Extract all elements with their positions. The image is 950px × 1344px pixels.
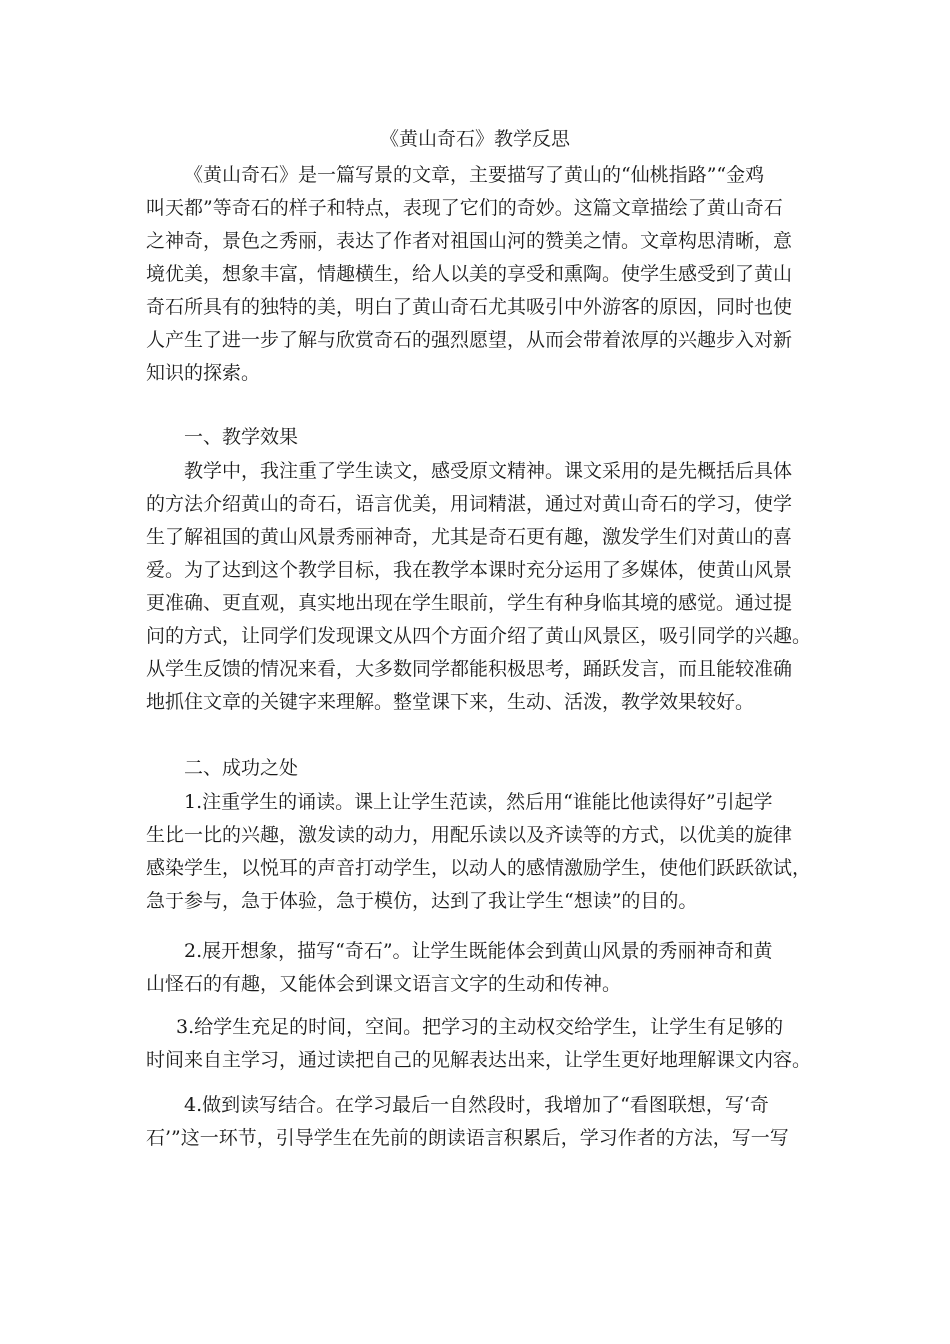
section-heading-successes: 二、成功之处 <box>184 757 299 779</box>
intro-line-1: 《黄山奇石》是一篇写景的文章，主要描写了黄山的“仙桃指路”“金鸡 <box>184 164 765 186</box>
intro-line-2: 叫天都”等奇石的样子和特点，表现了它们的奇妙。这篇文章描绘了黄山奇石 <box>146 197 783 219</box>
item1-line-1: 1.注重学生的诵读。课上让学生范读，然后用“谁能比他读得好”引起学 <box>184 791 773 813</box>
item1-line-3: 感染学生，以悦耳的声音打动学生，以动人的感情激励学生，使他们跃跃欲试， <box>146 857 812 879</box>
section1-line-8: 地抓住文章的关键字来理解。整堂课下来，生动、活泼，教学效果较好。 <box>146 691 755 713</box>
section1-line-3: 生了解祖国的黄山风景秀丽神奇，尤其是奇石更有趣，激发学生们对黄山的喜 <box>146 526 793 548</box>
section1-line-2: 的方法介绍黄山的奇石，语言优美，用词精湛，通过对黄山奇石的学习，使学 <box>146 493 793 515</box>
document-title: 《黄山奇石》教学反思 <box>379 128 570 150</box>
section-heading-teaching-effect: 一、教学效果 <box>184 426 299 448</box>
section1-line-5: 更准确、更直观，真实地出现在学生眼前，学生有种身临其境的感觉。通过提 <box>146 592 793 614</box>
intro-line-5: 奇石所具有的独特的美，明白了黄山奇石尤其吸引中外游客的原因，同时也使 <box>146 296 793 318</box>
item2-line-1: 2.展开想象，描写“奇石”。让学生既能体会到黄山风景的秀丽神奇和黄 <box>184 940 773 962</box>
section1-line-6: 问的方式，让同学们发现课文从四个方面介绍了黄山风景区，吸引同学的兴趣。 <box>146 625 812 647</box>
section1-line-7: 从学生反馈的情况来看，大多数同学都能积极思考，踊跃发言，而且能较准确 <box>146 658 793 680</box>
intro-line-7: 知识的探索。 <box>146 362 261 384</box>
intro-line-4: 境优美，想象丰富，情趣横生，给人以美的享受和熏陶。使学生感受到了黄山 <box>146 263 793 285</box>
item4-line-1: 4.做到读写结合。在学习最后一自然段时，我增加了“看图联想，写‘奇 <box>184 1094 769 1116</box>
intro-line-3: 之神奇，景色之秀丽，表达了作者对祖国山河的赞美之情。文章构思清晰，意 <box>146 230 793 252</box>
item3-line-1: 3.给学生充足的时间，空间。把学习的主动权交给学生，让学生有足够的 <box>176 1016 784 1038</box>
item4-line-2: 石’”这一环节，引导学生在先前的朗读语言积累后，学习作者的方法，写一写 <box>146 1127 789 1149</box>
item1-line-4: 急于参与，急于体验，急于模仿，达到了我让学生“想读”的目的。 <box>146 890 698 912</box>
intro-line-6: 人产生了进一步了解与欣赏奇石的强烈愿望，从而会带着浓厚的兴趣步入对新 <box>146 329 793 351</box>
item3-line-2: 时间来自主学习，通过读把自己的见解表达出来，让学生更好地理解课文内容。 <box>146 1049 812 1071</box>
item2-line-2: 山怪石的有趣，又能体会到课文语言文字的生动和传神。 <box>146 973 622 995</box>
section1-line-1: 教学中，我注重了学生读文，感受原文精神。课文采用的是先概括后具体 <box>184 460 793 482</box>
item1-line-2: 生比一比的兴趣，激发读的动力，用配乐读以及齐读等的方式，以优美的旋律 <box>146 824 793 846</box>
section1-line-4: 爱。为了达到这个教学目标，我在教学本课时充分运用了多媒体，使黄山风景 <box>146 559 793 581</box>
